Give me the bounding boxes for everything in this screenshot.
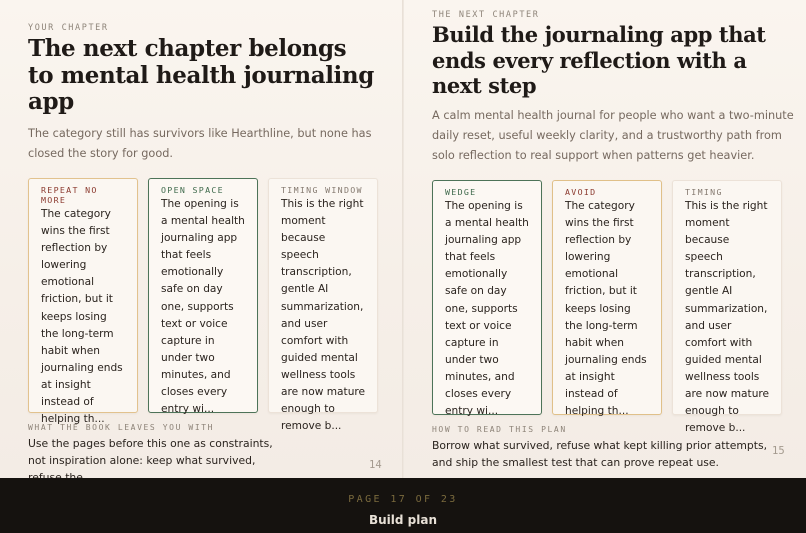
left-subtext: Use the pages before this one as constraints, not inspiration alone: keep what survived,	[28, 437, 273, 467]
left-headline: The next chapter belongs to mental health journaling app	[28, 35, 374, 115]
right-eyebrow: THE NEXT CHAPTER	[432, 10, 540, 20]
card-open-space	[148, 178, 258, 416]
card-body: This is the right moment because speech transcription, gentle AI summarization, and user comfort with guided mental wellness tools are now mature enough to remove b...	[685, 200, 770, 435]
right-headline: Build the journaling app that ends every reflection with a next step	[432, 22, 766, 98]
card-timing-window	[268, 178, 378, 433]
card-body: The category wins the first reflection by lowering emotional friction, but it keeps losing the long-term habit when journaling ends at insight instead of helping th...	[565, 200, 647, 418]
card-body: The category wins the first reflection by lowering emotional friction, but it keeps losing the long-term habit when journaling ends at insight instead of helping th...	[41, 208, 123, 426]
right-page	[404, 0, 806, 478]
left-sub-eyebrow: WHAT THE BOOK LEAVES YOU WITH	[28, 423, 215, 432]
card-tag: OPEN SPACE	[161, 185, 224, 195]
card-body: The opening is a mental health journaling app that feels emotionally safe on day one, supports text or voice capture in under two minutes, and closes every entry wi...	[445, 200, 529, 418]
card-tag: AVOID	[565, 187, 597, 197]
right-lede: A calm mental health journal for people who want a two-minute daily reset, useful weekly clarity, and a trustworthy path from solo reflection to real support when patterns get heavier.	[432, 109, 794, 162]
card-tag: WEDGE	[445, 187, 477, 197]
page-counter: PAGE 17 OF 23	[348, 494, 458, 505]
right-sub-eyebrow: HOW TO READ THIS PLAN	[432, 425, 567, 434]
right-subtext: Borrow what survived, refuse what kept killing prior attempts, and ship the smallest test that can prove repeat use.	[432, 439, 768, 469]
left-eyebrow: YOUR CHAPTER	[28, 23, 109, 33]
left-lede: The category still has survivors like Hearthline, but none has closed the story for good.	[28, 127, 372, 160]
reader-footer	[0, 478, 806, 533]
card-tag: TIMING	[685, 187, 723, 197]
card-tag: REPEAT NO MORE	[41, 185, 98, 205]
card-tag: TIMING WINDOW	[281, 185, 363, 195]
card-wedge	[432, 180, 542, 418]
section-label: Build plan	[368, 513, 438, 527]
card-repeat-no-more	[28, 178, 138, 426]
card-timing	[672, 180, 782, 435]
left-page	[0, 0, 402, 478]
card-body: The opening is a mental health journaling app that feels emotionally safe on day one, supports text or voice capture in under two minutes, and closes every entry wi...	[161, 198, 245, 416]
left-page-number: 14	[369, 459, 382, 471]
right-page-number: 15	[772, 445, 785, 457]
card-body: This is the right moment because speech transcription, gentle AI summarization, and user comfort with guided mental wellness tools are now mature enough to remove b...	[281, 198, 366, 433]
card-avoid	[552, 180, 662, 418]
